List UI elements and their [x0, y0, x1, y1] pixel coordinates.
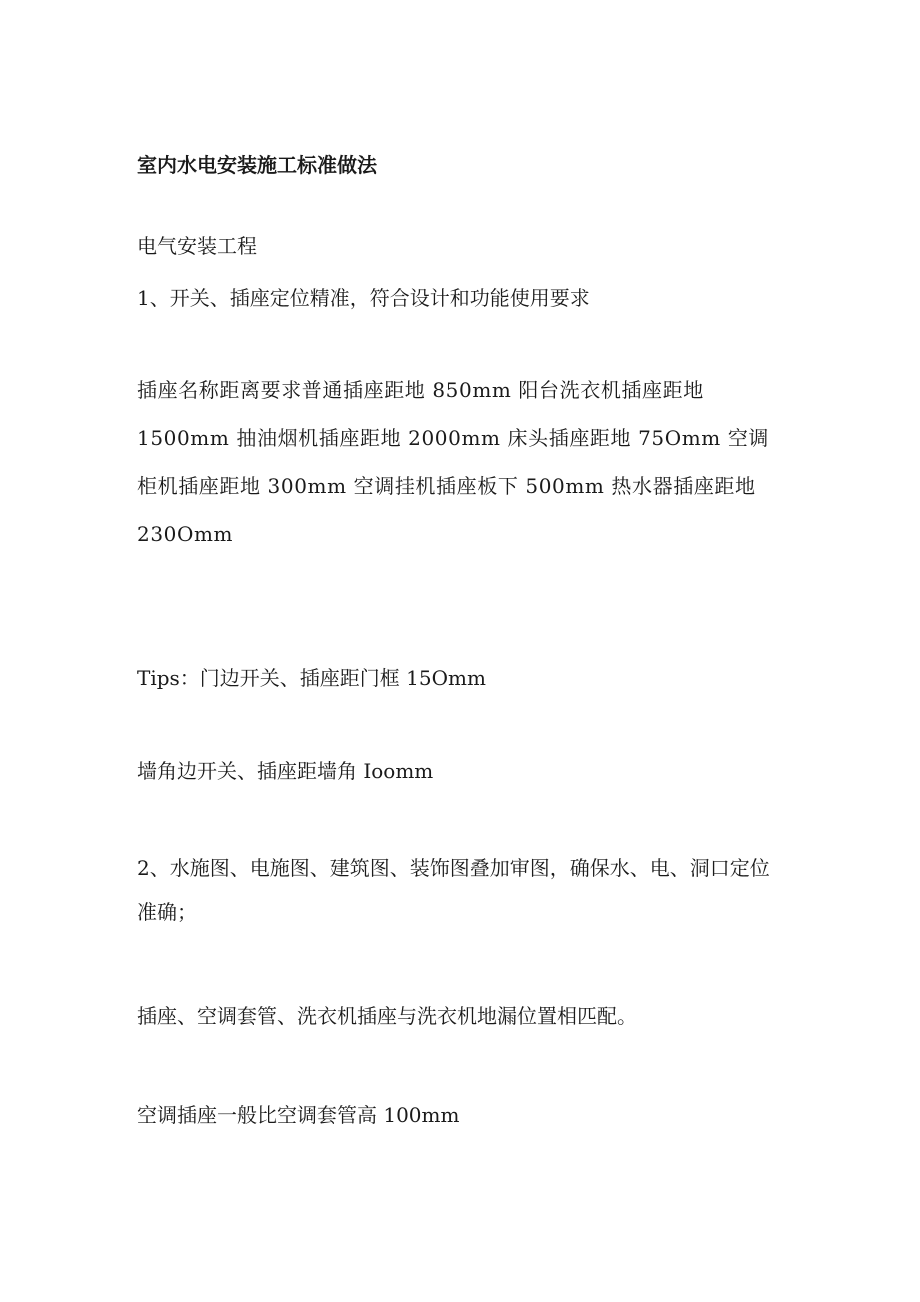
requirement-item-2: 2、水施图、电施图、建筑图、装饰图叠加审图，确保水、电、洞口定位准确； [137, 856, 770, 924]
socket-match-line: 插座、空调套管、洗衣机插座与洗衣机地漏位置相匹配。 [137, 1004, 637, 1028]
document-title: 室内水电安装施工标准做法 [137, 153, 377, 177]
section-heading: 电气安装工程 [137, 234, 257, 258]
requirement-item-1: 1、开关、插座定位精准，符合设计和功能使用要求 [137, 286, 590, 310]
socket-height-paragraph: 插座名称距离要求普通插座距地 850mm 阳台洗衣机插座距地 1500mm 抽油烟机插座距地 2000mm 床头插座距地 75Omm 空调柜机插座距地 300mm 空调挂机插座板下 500mm 热水器插座距地 230Omm [137, 378, 770, 546]
ac-socket-height-line: 空调插座一般比空调套管高 100mm [137, 1103, 460, 1127]
tips-line-door-frame: Tips：门边开关、插座距门框 15Omm [137, 666, 486, 690]
tips-line-wall-corner: 墙角边开关、插座距墙角 Ioomm [137, 759, 434, 783]
